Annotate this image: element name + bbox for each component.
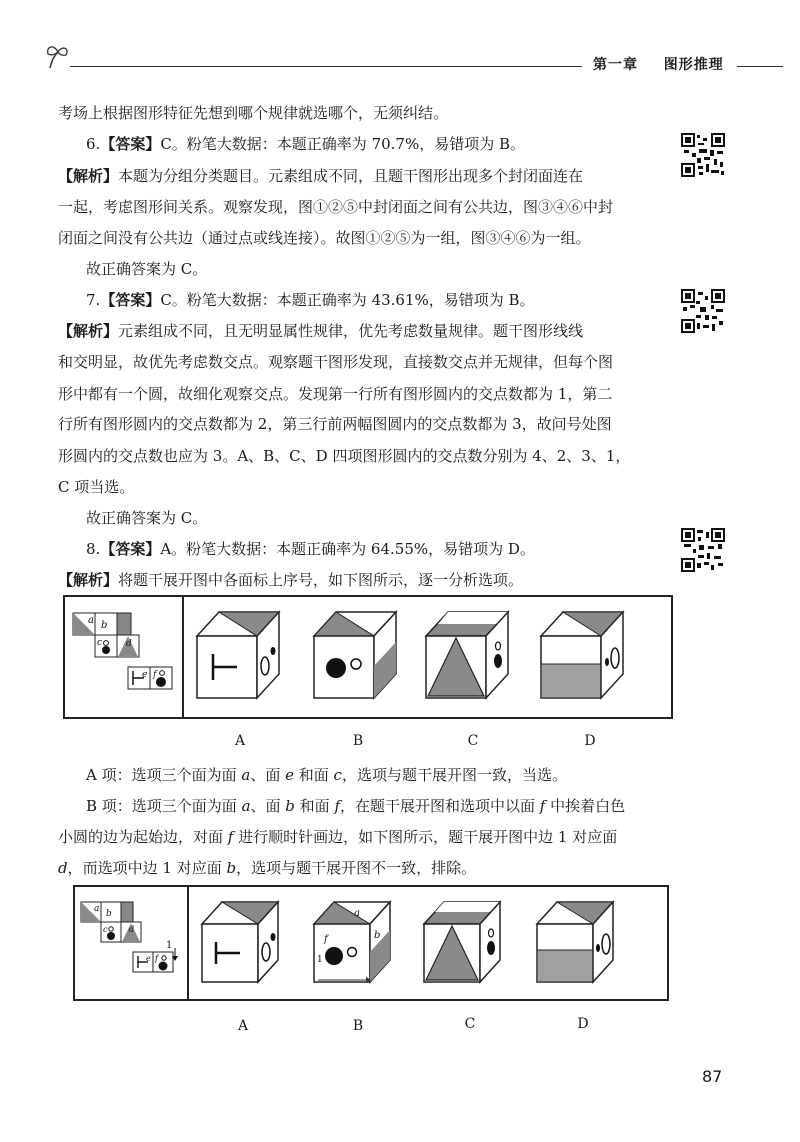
net-label-e: e xyxy=(146,954,151,963)
option-a-explanation: A 项：选项三个面为面 a、面 e 和面 c，选项与题干展开图一致，当选。 xyxy=(86,766,567,784)
analysis-tag: 【解析】 xyxy=(58,322,119,340)
answer-tag: 【答案】 xyxy=(100,291,161,309)
cube-option-b xyxy=(310,606,400,706)
face-letter: c xyxy=(333,766,342,784)
question-number: 8. xyxy=(86,540,101,558)
option-label: C xyxy=(464,1016,476,1032)
answer-text: C。粉笔大数据：本题正确率为 43.61%，易错项为 B。 xyxy=(160,291,535,309)
net-label-d: d xyxy=(129,925,135,934)
paragraph-line: 形中都有一个圆，故细化观察交点。发现第一行所有图形圆内的交点数都为 1，第二 xyxy=(58,385,613,403)
answer-line-q6 xyxy=(86,134,525,154)
conclusion-line: 故正确答案为 C。 xyxy=(86,260,208,278)
cube-option-d xyxy=(537,606,627,706)
net-label-a: a xyxy=(94,904,100,914)
cube-option-c xyxy=(422,606,512,706)
option-label: B xyxy=(352,733,364,749)
answer-line-q8 xyxy=(86,539,535,559)
paragraph-line: 小圆的边为起始边，对面 f 进行顺时针画边，如下图所示，题干展开图中边 1 对应面 xyxy=(58,828,618,846)
figure-divider xyxy=(182,597,184,717)
analysis-text: 元素组成不同，且无明显属性规律，优先考虑数量规律。题干图形线线 xyxy=(118,322,584,340)
analysis-text: 将题干展开图中各面标上序号，如下图所示，逐一分析选项。 xyxy=(118,571,524,589)
face-letter: a xyxy=(241,766,251,784)
net-label-a: a xyxy=(88,615,94,626)
analysis-line xyxy=(58,570,523,590)
option-label: D xyxy=(577,1016,589,1032)
paragraph-line: C 项当选。 xyxy=(58,478,135,496)
edge-number: 1 xyxy=(317,955,323,965)
answer-text: C。粉笔大数据：本题正确率为 70.7%，易错项为 B。 xyxy=(160,135,526,153)
face-letter: e xyxy=(285,766,294,784)
qr-code[interactable] xyxy=(681,133,725,177)
cube-option-c xyxy=(420,896,504,990)
net-label-e: e xyxy=(142,670,148,680)
qr-code[interactable] xyxy=(681,289,725,333)
chapter-heading xyxy=(593,54,724,74)
net-label-b: b xyxy=(101,620,108,631)
chapter-title: 图形推理 xyxy=(663,57,724,73)
paragraph-line: 考场上根据图形特征先想到哪个规律就选哪个，无须纠结。 xyxy=(58,104,449,122)
face-letter: f xyxy=(227,828,234,846)
cube-label-b: b xyxy=(374,930,381,941)
face-letter: d xyxy=(58,859,68,877)
leaf-icon xyxy=(42,42,72,72)
face-letter: f xyxy=(334,797,341,815)
face-letter: b xyxy=(226,859,237,877)
figure-divider xyxy=(187,887,189,999)
answer-tag: 【答案】 xyxy=(100,135,161,153)
net-label-f: f xyxy=(155,954,158,963)
paragraph-line: 形圆内的交点数也应为 3。A、B、C、D 四项图形圆内的交点数分别为 4、2、3、1， xyxy=(58,447,631,465)
answer-tag: 【答案】 xyxy=(100,540,161,558)
option-label: D xyxy=(584,733,596,749)
answer-line-q7 xyxy=(86,290,535,310)
paragraph-line: 行所有图形圆内的交点数都为 2，第三行前两幅图圆内的交点数都为 3，故问号处图 xyxy=(58,415,612,433)
cube-label-a: a xyxy=(354,908,360,919)
net-label-f: f xyxy=(153,670,157,680)
option-label: A xyxy=(234,733,246,749)
cube-net xyxy=(70,603,182,707)
conclusion-line: 故正确答案为 C。 xyxy=(86,509,208,527)
header-rule xyxy=(70,66,582,67)
option-label: B xyxy=(352,1018,364,1034)
cube-option-d xyxy=(533,896,617,990)
page-number: 87 xyxy=(702,1067,723,1086)
analysis-line xyxy=(58,166,583,186)
cube-option-a xyxy=(193,606,283,706)
qr-code[interactable] xyxy=(681,528,725,572)
net-label-b: b xyxy=(106,909,112,919)
face-letter: a xyxy=(241,797,251,815)
paragraph-line: 一起，考虑图形间关系。观察发现，图①②⑤中封闭面之间有公共边，图③④⑥中封 xyxy=(58,198,614,216)
paragraph-line: 和交明显，故优先考虑数交点。观察题干图形发现，直接数交点并无规律，但每个图 xyxy=(58,353,614,371)
cube-option-a xyxy=(198,896,282,990)
face-letter: f xyxy=(539,797,546,815)
option-b-explanation: B 项：选项三个面为面 a、面 b 和面 f，在题干展开图和选项中以面 f 中挨着白色 xyxy=(86,797,626,815)
net-label-d: d xyxy=(126,639,132,649)
edge-number: 1 xyxy=(166,940,173,951)
face-letter: b xyxy=(285,797,295,815)
analysis-line xyxy=(58,321,583,341)
header-rule-right xyxy=(737,66,783,67)
paragraph-line: 闭面之间没有公共边（通过点或线连接）。故图①②⑤为一组，图③④⑥为一组。 xyxy=(58,229,591,247)
analysis-tag: 【解析】 xyxy=(58,571,119,589)
analysis-tag: 【解析】 xyxy=(58,167,119,185)
answer-text: A。粉笔大数据：本题正确率为 64.55%，易错项为 D。 xyxy=(160,540,535,558)
net-label-c: c xyxy=(103,925,108,934)
chapter-number: 第一章 xyxy=(593,57,638,73)
cube-net-2 xyxy=(78,892,186,992)
option-label: C xyxy=(467,733,479,749)
net-label-c: c xyxy=(97,638,103,648)
analysis-text: 本题为分组分类题目。元素组成不同，且题干图形出现多个封闭面连在 xyxy=(118,167,584,185)
paragraph-line: d，而选项中边 1 对应面 b，选项与题干展开图不一致，排除。 xyxy=(58,859,477,877)
cube-label-f: f xyxy=(324,934,328,945)
cube-option-b xyxy=(310,896,394,990)
question-number: 6. xyxy=(86,135,101,153)
option-label: A xyxy=(237,1018,249,1034)
question-number: 7. xyxy=(86,291,101,309)
